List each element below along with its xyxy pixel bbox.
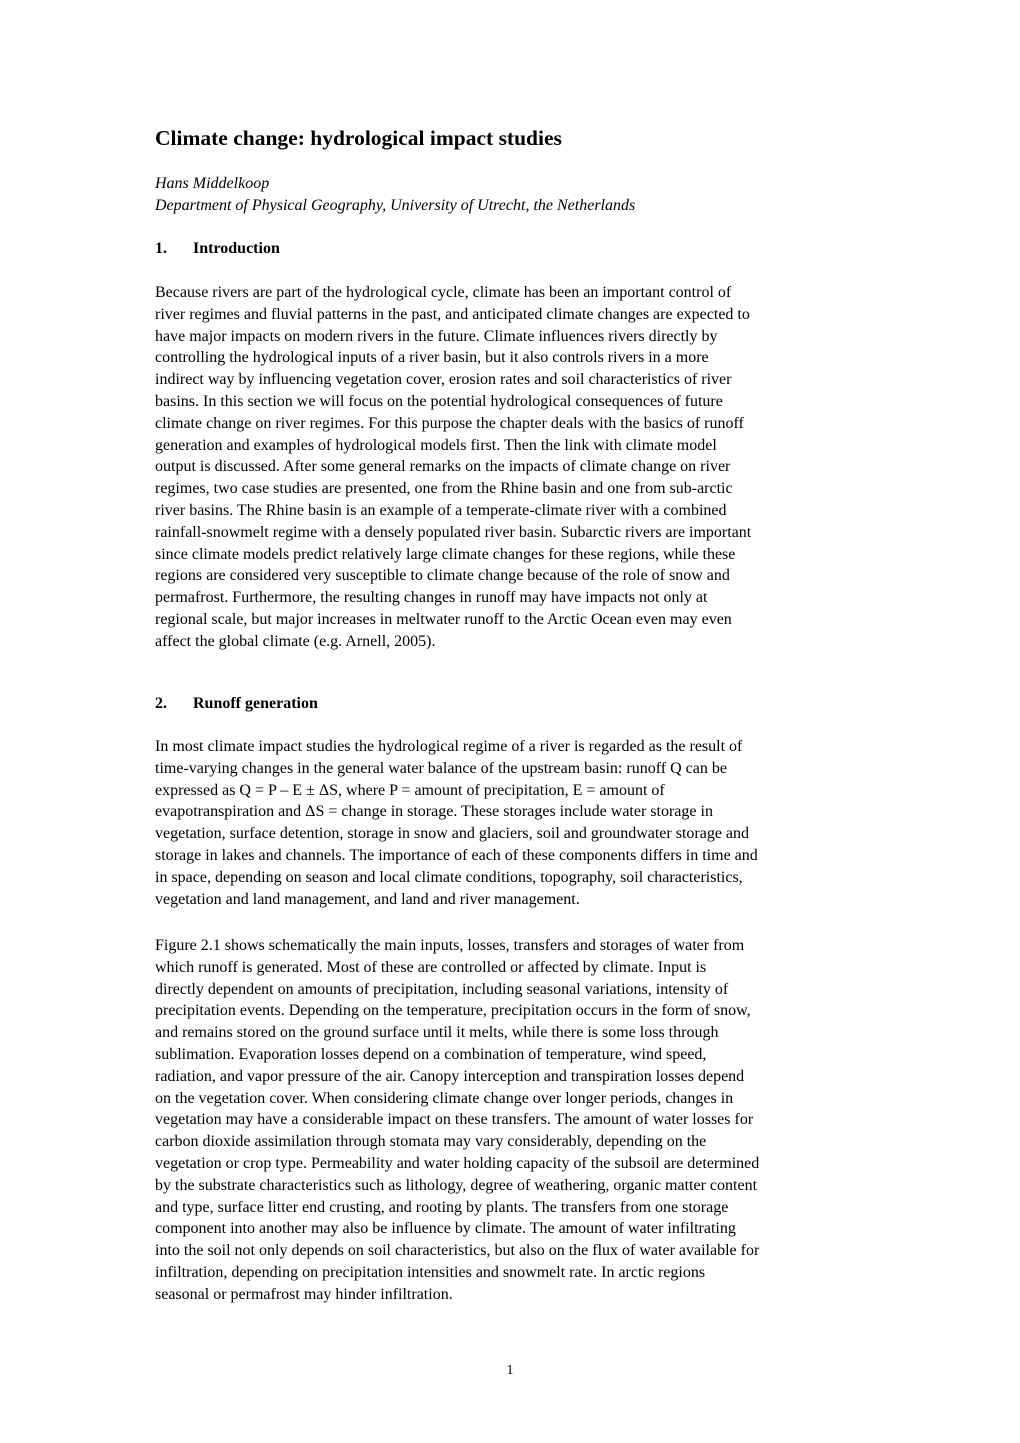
text-line: directly dependent on amounts of precipitation, including seasonal variations, intensity of [155, 980, 729, 998]
author-affiliation: Department of Physical Geography, University of Utrecht, the Netherlands [155, 197, 636, 214]
text-line: component into another may also be influence by climate. The amount of water infiltrating [155, 1220, 736, 1238]
paragraph-water-balance [155, 736, 875, 910]
text-line: vegetation, surface detention, storage in snow and glaciers, soil and groundwater storage and [155, 825, 750, 843]
section-number: 1. [155, 240, 167, 257]
author-name: Hans Middelkoop [155, 175, 270, 192]
text-line: vegetation or crop type. Permeability and water holding capacity of the subsoil are determined [155, 1154, 760, 1172]
text-line: river regimes and fluvial patterns in the past, and anticipated climate changes are expected to [155, 305, 750, 323]
text-line: seasonal or permafrost may hinder infiltration. [155, 1285, 453, 1303]
text-line: regional scale, but major increases in meltwater runoff to the Arctic Ocean even may even [155, 610, 732, 628]
text-line: Figure 2.1 shows schematically the main inputs, losses, transfers and storages of water from [155, 937, 745, 954]
text-line: affect the global climate (e.g. Arnell, 2005). [155, 632, 436, 650]
text-line: vegetation and land management, and land and river management. [155, 890, 580, 908]
text-line: regimes, two case studies are presented, one from the Rhine basin and one from sub-arctic [155, 480, 733, 498]
text-line: which runoff is generated. Most of these are controlled or affected by climate. Input is [155, 958, 707, 976]
section-heading-runoff-generation [155, 693, 318, 715]
text-line: radiation, and vapor pressure of the air. Canopy interception and transpiration losses depend [155, 1067, 745, 1085]
text-line: basins. In this section we will focus on the potential hydrological consequences of future [155, 392, 723, 410]
text-line: expressed as Q = P – E ± ΔS, where P = amount of precipitation, E = amount of [155, 781, 665, 799]
paragraph-runoff-factors [155, 935, 875, 1306]
text-line: evapotranspiration and ΔS = change in storage. These storages include water storage in [155, 803, 713, 821]
section-title: Runoff generation [193, 695, 318, 712]
text-line: sublimation. Evaporation losses depend on a combination of temperature, wind speed, [155, 1045, 707, 1063]
text-line: indirect way by influencing vegetation cover, erosion rates and soil characteristics of river [155, 371, 732, 389]
text-line: river basins. The Rhine basin is an example of a temperate-climate river with a combined [155, 501, 727, 519]
page-number: 1 [506, 1363, 514, 1378]
text-line: regions are considered very susceptible to climate change because of the role of snow and [155, 567, 730, 585]
section-number: 2. [155, 695, 167, 712]
text-line: time-varying changes in the general water balance of the upstream basin: runoff Q can be [155, 759, 727, 777]
text-line: In most climate impact studies the hydrological regime of a river is regarded as the result of [155, 738, 743, 755]
text-line: infiltration, depending on precipitation intensities and snowmelt rate. In arctic regions [155, 1263, 706, 1281]
text-line: output is discussed. After some general remarks on the impacts of climate change on river [155, 458, 731, 476]
text-line: controlling the hydrological inputs of a river basin, but it also controls rivers in a more [155, 349, 709, 367]
text-line: generation and examples of hydrological models first. Then the link with climate model [155, 436, 717, 454]
text-line: vegetation may have a considerable impact on these transfers. The amount of water losses for [155, 1111, 754, 1129]
text-line: since climate models predict relatively large climate changes for these regions, while these [155, 545, 736, 563]
section-title: Introduction [193, 240, 280, 257]
text-line: Because rivers are part of the hydrological cycle, climate has been an important control of [155, 284, 732, 301]
text-line: and type, surface litter end crusting, and rooting by plants. The transfers from one storage [155, 1198, 729, 1216]
text-line: carbon dioxide assimilation through stomata may vary considerably, depending on the [155, 1133, 707, 1151]
text-line: on the vegetation cover. When considering climate change over longer periods, changes in [155, 1089, 734, 1107]
text-line: climate change on river regimes. For this purpose the chapter deals with the basics of runoff [155, 414, 744, 432]
text-line: storage in lakes and channels. The importance of each of these components differs in time and [155, 846, 758, 864]
page-title: Climate change: hydrological impact studies [155, 126, 562, 150]
text-line: permafrost. Furthermore, the resulting changes in runoff may have impacts not only at [155, 589, 708, 607]
text-line: into the soil not only depends on soil characteristics, but also on the flux of water available for [155, 1242, 760, 1260]
paragraph-introduction [155, 282, 875, 653]
section-heading-introduction [155, 238, 280, 260]
text-line: in space, depending on season and local climate conditions, topography, soil characteristics, [155, 868, 743, 886]
text-line: precipitation events. Depending on the temperature, precipitation occurs in the form of snow, [155, 1002, 751, 1020]
text-line: by the substrate characteristics such as lithology, degree of weathering, organic matter content [155, 1176, 758, 1194]
text-line: and remains stored on the ground surface until it melts, while there is some loss through [155, 1024, 719, 1042]
text-line: rainfall-snowmelt regime with a densely populated river basin. Subarctic rivers are important [155, 523, 752, 541]
text-line: have major impacts on modern rivers in the future. Climate influences rivers directly by [155, 327, 718, 345]
